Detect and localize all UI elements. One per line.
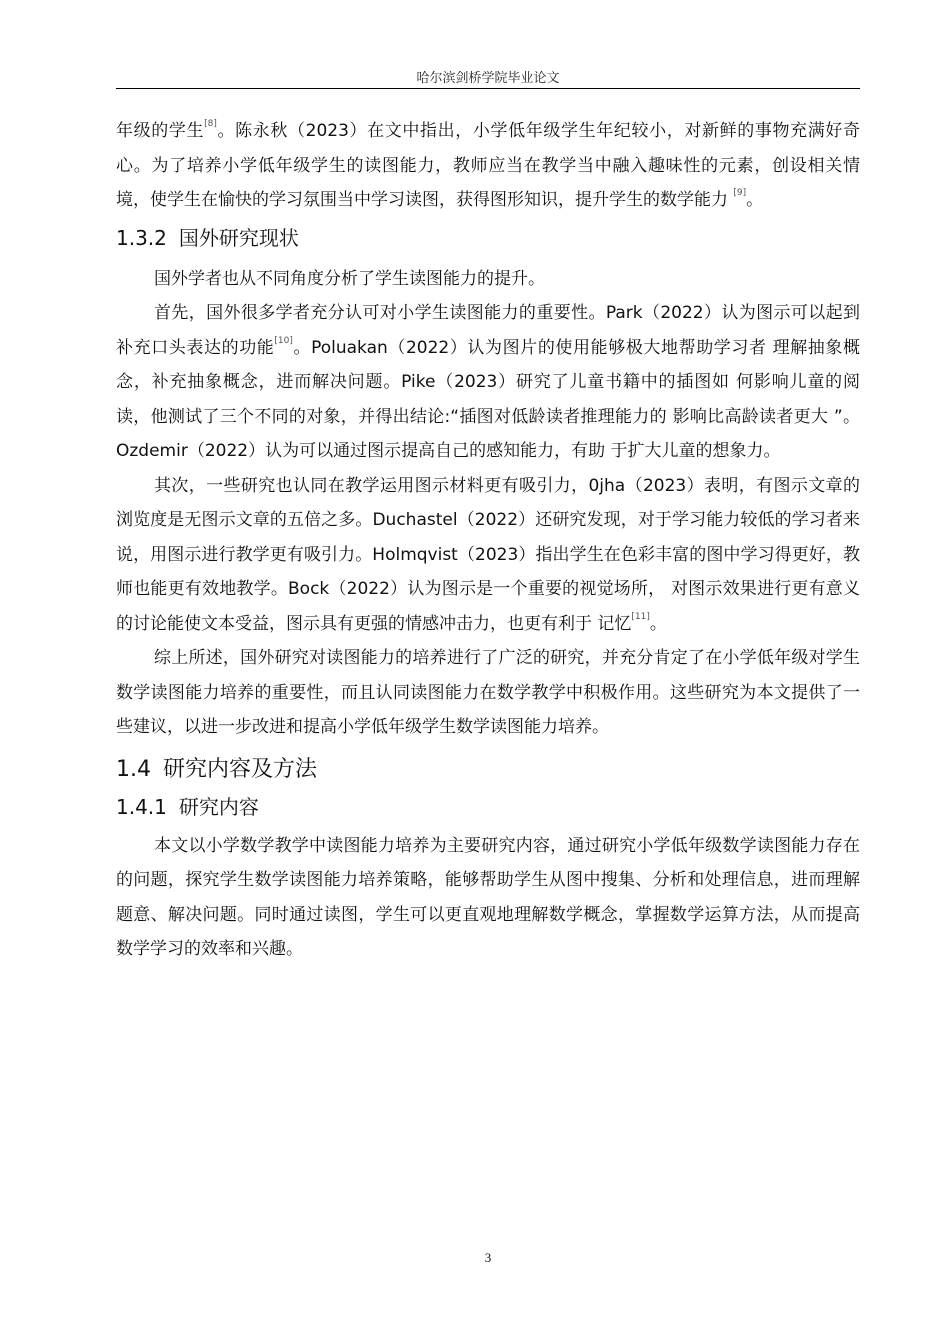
citation-ref: [8] — [204, 119, 217, 129]
paragraph-text: 。 — [746, 190, 764, 210]
section-title: 研究内容及方法 — [163, 756, 318, 782]
paragraph-text: 年级的学生 — [116, 121, 205, 141]
paragraph-text: 。Poluakan（2022）认为图片的使用能够极大地帮助学习者 理解抽象概念，补充抽象概念，进而解决问题。Pike（2023）研究了儿童书籍中的插图如 何影响儿童的阅读，他测试了三个不同的对象，并得出结论:“插图对低龄读者推理能力的 影响比高龄读者更大 ”。Ozdemir（2022）认为可以通过图示提高自己的感知能力，有助 于扩大儿童的想象力。 — [116, 337, 860, 461]
paragraph: 本文以小学数学教学中读图能力培养为主要研究内容，通过研究小学低年级数学读图能力存在的问题，探究学生数学读图能力培养策略，能够帮助学生从图中搜集、分析和处理信息，进而理解题意、解决问题。同时通过读图，学生可以更直观地理解数学概念，掌握数学运算方法，从而提高数学学习的效率和兴趣。 — [116, 835, 860, 959]
section-title: 研究内容 — [178, 794, 259, 819]
section-number: 1.4 — [116, 756, 151, 782]
paragraph-text: 其次，一些研究也认同在教学运用图示材料更有吸引力，0jha（2023）表明，有图示文章的浏览度是无图示文章的五倍之多。Duchastel（2022）还研究发现，对于学习能力较低的学习者来说，用图示进行教学更有吸引力。Holmqvist（2023）指出学生在色彩丰富的图中学习得更好，教师也能更有效地教学。Bock（2022）认为图示是一个重要的视觉场所， 对图示效果进行更有意义的讨论能使文本受益，图示具有更强的情感冲击力，也更有利于 记忆 — [116, 475, 860, 634]
section-heading-1-3-2 — [116, 225, 860, 250]
document-body — [116, 114, 860, 967]
citation-ref: [9] — [733, 188, 747, 198]
paragraph-text: 首先，国外很多学者充分认可对小学生读图能力的重要性。Park（2022）认为图示可以起到补充口头表达的功能 — [116, 303, 860, 358]
paragraph — [116, 114, 860, 218]
page-number: 3 — [484, 1250, 492, 1265]
citation-ref: [10] — [274, 335, 293, 346]
paragraph-text: 。 — [649, 613, 667, 634]
paragraph: 国外学者也从不同角度分析了学生读图能力的提升。 — [154, 268, 545, 289]
running-header: 哈尔滨剑桥学院毕业论文 — [416, 71, 560, 86]
paragraph-text: 。陈永秋（2023）在文中指出，小学低年级学生年纪较小，对新鲜的事物充满好奇心。为了培养小学低年级学生的读图能力，教师应当在教学当中融入趣味性的元素，创设相关情境，使学生在愉快的学习氛围当中学习读图，获得图形知识，提升学生的数学能力 — [116, 121, 860, 210]
section-heading-1-4 — [116, 756, 860, 782]
section-number: 1.3.2 — [116, 225, 167, 250]
paragraph — [116, 296, 860, 469]
paragraph — [116, 469, 860, 642]
section-heading-1-4-1 — [116, 794, 860, 819]
header-rule — [116, 88, 860, 89]
citation-ref: [11] — [631, 611, 650, 622]
section-title: 国外研究现状 — [178, 225, 299, 250]
section-number: 1.4.1 — [116, 794, 167, 819]
paragraph: 综上所述，国外研究对读图能力的培养进行了广泛的研究，并充分肯定了在小学低年级对学生数学读图能力培养的重要性，而且认同读图能力在数学教学中积极作用。这些研究为本文提供了一些建议，以进一步改进和提高小学低年级学生数学读图能力培养。 — [116, 648, 860, 737]
